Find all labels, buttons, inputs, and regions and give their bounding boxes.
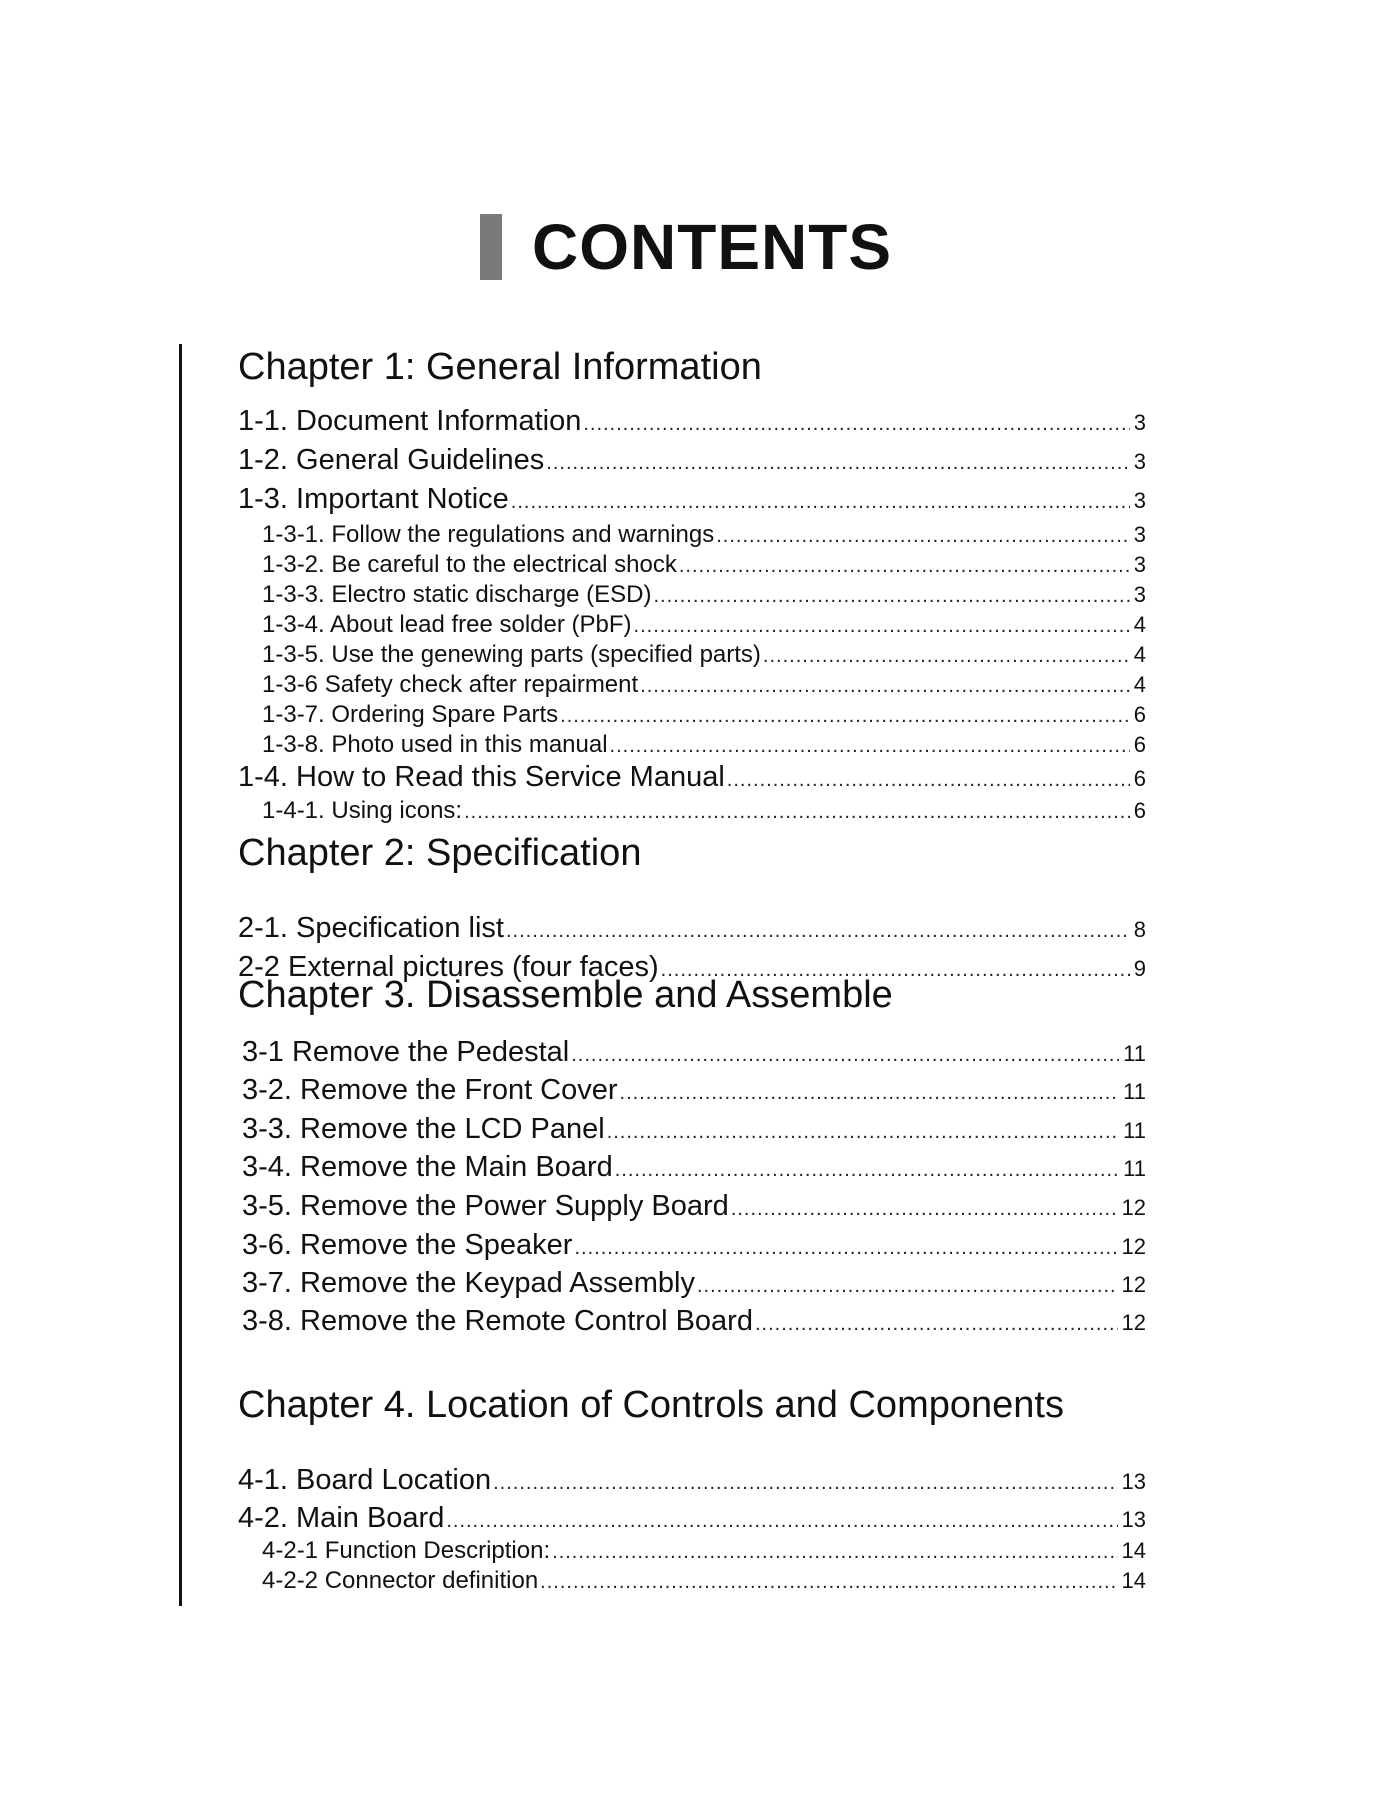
- dot-leader: [571, 1044, 1119, 1067]
- dot-leader: [583, 413, 1129, 436]
- toc-entry-label: 1-1. Document Information: [238, 405, 582, 437]
- toc-entry[interactable]: [242, 1305, 1146, 1338]
- toc-entry-page-number: 11: [1123, 1041, 1146, 1066]
- toc-entry-page-number: 3: [1133, 582, 1146, 607]
- toc-entry-label: 3-4. Remove the Main Board: [242, 1151, 613, 1183]
- toc-entry-label: 2-2 External pictures (four faces): [238, 951, 659, 983]
- toc-entry[interactable]: [242, 1113, 1146, 1146]
- toc-entry-page-number: 11: [1123, 1079, 1146, 1104]
- dot-leader: [464, 801, 1130, 824]
- toc-entry[interactable]: [238, 483, 1146, 516]
- dot-leader: [727, 769, 1130, 792]
- toc-entry-page-number: 8: [1133, 917, 1146, 942]
- dot-leader: [697, 1275, 1118, 1298]
- dot-leader: [755, 1313, 1118, 1336]
- toc-entry-page-number: 4: [1133, 642, 1146, 667]
- toc-entry-label: 1-2. General Guidelines: [238, 444, 545, 476]
- toc-entry[interactable]: [238, 1464, 1146, 1497]
- toc-entry-page-number: 12: [1121, 1310, 1146, 1335]
- toc-entry-page-number: 3: [1133, 410, 1146, 435]
- toc-entry-page-number: 12: [1121, 1234, 1146, 1259]
- toc-entry-label: 1-3-4. About lead free solder (PbF): [262, 611, 632, 638]
- toc-entry[interactable]: [262, 1537, 1146, 1565]
- chapter-heading: Chapter 1: General Information: [238, 346, 762, 388]
- contents-title-block: [480, 212, 892, 282]
- dot-leader: [540, 1571, 1117, 1594]
- toc-entry-label: 1-3. Important Notice: [238, 483, 509, 515]
- dot-leader: [446, 1510, 1117, 1533]
- toc-entry-label: 2-1. Specification list: [238, 912, 504, 944]
- dot-leader: [607, 1121, 1119, 1144]
- dot-leader: [610, 735, 1130, 758]
- toc-entry-page-number: 3: [1133, 522, 1146, 547]
- dot-leader: [574, 1237, 1117, 1260]
- dot-leader: [552, 1541, 1117, 1564]
- toc-entry-label: 1-4. How to Read this Service Manual: [238, 761, 725, 793]
- toc-entry-label: 3-8. Remove the Remote Control Board: [242, 1305, 753, 1337]
- chapter-heading: Chapter 3. Disassemble and Assemble: [238, 974, 893, 1016]
- dot-leader: [763, 645, 1130, 668]
- toc-entry-page-number: 6: [1133, 702, 1146, 727]
- toc-entry-page-number: 14: [1121, 1568, 1146, 1593]
- toc-entry-page-number: 11: [1123, 1118, 1146, 1143]
- toc-entry[interactable]: [238, 444, 1146, 477]
- toc-entry-label: 3-7. Remove the Keypad Assembly: [242, 1267, 695, 1299]
- dot-leader: [560, 705, 1130, 728]
- toc-entry[interactable]: [242, 1074, 1146, 1107]
- toc-entry[interactable]: [262, 797, 1146, 825]
- toc-entry-label: 1-3-8. Photo used in this manual: [262, 731, 608, 758]
- toc-entry[interactable]: [242, 1151, 1146, 1184]
- toc-entry[interactable]: [238, 405, 1146, 438]
- toc-entry[interactable]: [262, 521, 1146, 549]
- toc-entry-page-number: 4: [1133, 672, 1146, 697]
- toc-entry-label: 3-5. Remove the Power Supply Board: [242, 1190, 729, 1222]
- toc-entry[interactable]: [262, 551, 1146, 579]
- toc-entry-label: 1-3-6 Safety check after repairment: [262, 671, 639, 698]
- toc-entry-label: 1-4-1. Using icons:: [262, 797, 463, 824]
- dot-leader: [716, 525, 1130, 548]
- toc-entry-page-number: 6: [1133, 798, 1146, 823]
- toc-entry[interactable]: [238, 912, 1146, 945]
- chapter-heading: Chapter 4. Location of Controls and Components: [238, 1384, 1064, 1426]
- toc-entry[interactable]: [242, 1190, 1146, 1223]
- toc-entry[interactable]: [262, 671, 1146, 699]
- toc-entry[interactable]: [262, 641, 1146, 669]
- toc-entry[interactable]: [262, 611, 1146, 639]
- toc-entry-page-number: 6: [1133, 766, 1146, 791]
- title-accent-bar: [480, 214, 502, 280]
- toc-entry-label: 4-2. Main Board: [238, 1502, 445, 1534]
- toc-entry-page-number: 3: [1133, 488, 1146, 513]
- toc-entry[interactable]: [238, 761, 1146, 794]
- toc-entry-page-number: 4: [1133, 612, 1146, 637]
- dot-leader: [731, 1198, 1118, 1221]
- toc-entry-page-number: 3: [1133, 552, 1146, 577]
- dot-leader: [653, 585, 1129, 608]
- chapter-heading: Chapter 2: Specification: [238, 832, 642, 874]
- dot-leader: [506, 920, 1130, 943]
- toc-entry[interactable]: [262, 1567, 1146, 1595]
- dot-leader: [546, 452, 1129, 475]
- dot-leader: [615, 1159, 1119, 1182]
- toc-entry-label: 3-6. Remove the Speaker: [242, 1229, 573, 1261]
- toc-entry[interactable]: [262, 731, 1146, 759]
- margin-rule: [179, 344, 182, 1606]
- toc-entry-page-number: 11: [1123, 1156, 1146, 1181]
- toc-entry-label: 3-2. Remove the Front Cover: [242, 1074, 618, 1106]
- toc-entry-page-number: 13: [1121, 1469, 1146, 1494]
- toc-entry-page-number: 6: [1133, 732, 1146, 757]
- toc-entry-label: 3-1 Remove the Pedestal: [242, 1036, 570, 1068]
- toc-entry-label: 4-2-2 Connector definition: [262, 1567, 539, 1594]
- toc-entry-label: 1-3-3. Electro static discharge (ESD): [262, 581, 652, 608]
- toc-entry-label: 4-1. Board Location: [238, 1464, 492, 1496]
- page-title: CONTENTS: [532, 211, 892, 283]
- toc-entry[interactable]: [262, 701, 1146, 729]
- dot-leader: [511, 491, 1130, 514]
- toc-entry-page-number: 14: [1121, 1538, 1146, 1563]
- toc-entry-label: 1-3-2. Be careful to the electrical shock: [262, 551, 677, 578]
- dot-leader: [679, 555, 1130, 578]
- toc-entry[interactable]: [242, 1229, 1146, 1262]
- toc-entry[interactable]: [242, 1267, 1146, 1300]
- toc-entry[interactable]: [238, 1502, 1146, 1535]
- toc-entry-page-number: 13: [1121, 1507, 1146, 1532]
- toc-entry-page-number: 12: [1121, 1272, 1146, 1297]
- toc-entry-label: 1-3-5. Use the genewing parts (specified parts): [262, 641, 761, 668]
- dot-leader: [640, 675, 1130, 698]
- toc-entry-page-number: 3: [1133, 449, 1146, 474]
- dot-leader: [620, 1082, 1120, 1105]
- toc-entry-label: 4-2-1 Function Description:: [262, 1537, 551, 1564]
- toc-entry-page-number: 12: [1121, 1195, 1146, 1220]
- toc-entry[interactable]: [262, 581, 1146, 609]
- toc-entry-label: 1-3-7. Ordering Spare Parts: [262, 701, 559, 728]
- toc-entry-label: 3-3. Remove the LCD Panel: [242, 1113, 605, 1145]
- dot-leader: [634, 615, 1130, 638]
- toc-entry-label: 1-3-1. Follow the regulations and warnings: [262, 521, 715, 548]
- dot-leader: [493, 1472, 1117, 1495]
- toc-entry[interactable]: [242, 1036, 1146, 1069]
- toc-entry-page-number: 9: [1133, 956, 1146, 981]
